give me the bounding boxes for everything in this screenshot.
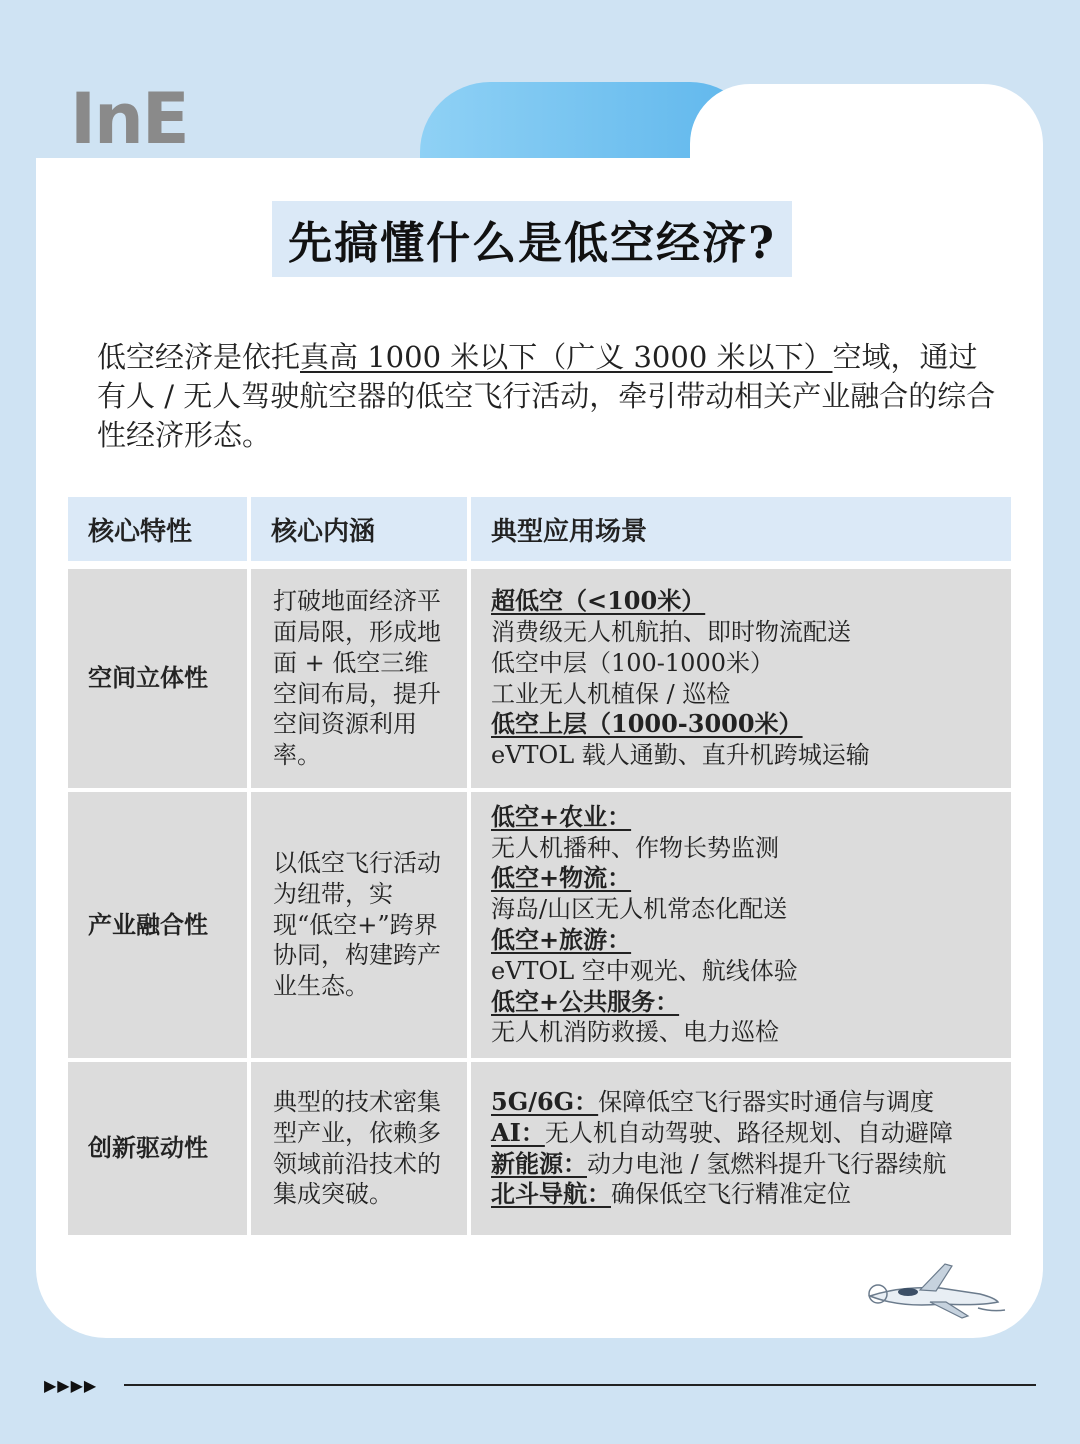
intro-part2: 真高 1000 米以下（广义 3000 米以下） [300, 340, 833, 374]
scene-heading: 超低空（<100米） [491, 586, 706, 616]
feature-cell: 创新驱动性 [68, 1062, 251, 1239]
table-row [68, 792, 1011, 1062]
scene-heading: 新能源： [491, 1148, 587, 1178]
scene-line [491, 648, 991, 679]
scene-line [491, 863, 991, 894]
footer-arrows: ▶▶▶▶ [44, 1376, 98, 1395]
features-table [68, 497, 1011, 1239]
scenes-cell [471, 1062, 1011, 1239]
scene-line [491, 802, 991, 833]
scenes-cell [471, 569, 1011, 792]
scene-heading: 低空上层（1000-3000米） [491, 709, 803, 739]
scene-heading: 北斗导航： [491, 1179, 611, 1209]
scene-text: 无人机消防救援、电力巡检 [491, 1018, 779, 1047]
meaning-cell: 典型的技术密集型产业，依赖多领域前沿技术的集成突破。 [251, 1062, 471, 1239]
scene-line [491, 1087, 991, 1118]
footer-divider [124, 1384, 1036, 1386]
page-title: 先搞懂什么是低空经济? [288, 218, 776, 269]
scene-text: 低空中层（100-1000米） [491, 648, 774, 677]
scene-line [491, 1149, 991, 1180]
scene-line [491, 987, 991, 1018]
scene-line [491, 1017, 991, 1048]
scene-text: 无人机自动驾驶、路径规划、自动避障 [544, 1118, 953, 1147]
table-row [68, 569, 1011, 792]
scene-text: eVTOL 载人通勤、直升机跨城运输 [491, 741, 870, 770]
scene-text: 工业无人机植保 / 巡检 [491, 679, 731, 708]
scene-text: 确保低空飞行精准定位 [611, 1180, 851, 1209]
scene-line [491, 740, 991, 771]
header-meaning: 核心内涵 [251, 497, 471, 569]
intro-part1: 低空经济是依托 [97, 340, 301, 374]
scene-text: 无人机播种、作物长势监测 [491, 833, 779, 862]
scene-line [491, 1118, 991, 1149]
scene-line [491, 617, 991, 648]
meaning-cell: 以低空飞行活动为纽带，实现“低空+”跨界协同，构建跨产业生态。 [251, 792, 471, 1062]
meaning-cell: 打破地面经济平面局限，形成地面 + 低空三维空间布局，提升空间资源利用率。 [251, 569, 471, 792]
scene-text: 消费级无人机航拍、即时物流配送 [491, 617, 851, 646]
scene-line [491, 709, 991, 740]
intro-part3: 空域，通过有人 / 无人驾驶航空器的低空飞行活动，牵引带动相关产业融合的综合性经济形态。 [97, 340, 996, 452]
scene-heading: 5G/6G： [491, 1086, 599, 1116]
feature-cell: 产业融合性 [68, 792, 251, 1062]
scene-line [491, 833, 991, 864]
scene-heading: 低空+物流： [491, 863, 632, 893]
scene-text: 保障低空飞行器实时通信与调度 [598, 1087, 935, 1116]
scene-line [491, 894, 991, 925]
table-header-row [68, 497, 1011, 569]
scene-text: 海岛/山区无人机常态化配送 [491, 895, 788, 924]
feature-cell: 空间立体性 [68, 569, 251, 792]
scenes-cell [471, 792, 1011, 1062]
title-banner [272, 201, 792, 277]
scene-heading: 低空+农业： [491, 801, 632, 831]
scene-heading: AI： [491, 1117, 545, 1147]
intro-paragraph [97, 338, 997, 455]
header-feature: 核心特性 [68, 497, 251, 569]
scene-heading: 低空+旅游： [491, 925, 632, 954]
aircraft-illustration [860, 1258, 1010, 1328]
scene-line [491, 956, 991, 987]
scene-line [491, 679, 991, 710]
scene-text: 动力电池 / 氢燃料提升飞行器续航 [587, 1149, 947, 1178]
scene-line [491, 586, 991, 617]
scene-line [491, 925, 991, 956]
header-scenes: 典型应用场景 [471, 497, 1011, 569]
scene-heading: 低空+公共服务： [491, 986, 680, 1016]
table-row [68, 1062, 1011, 1239]
brand-logo: InE [70, 78, 188, 160]
scene-line [491, 1179, 991, 1210]
scene-text: eVTOL 空中观光、航线体验 [491, 956, 798, 985]
